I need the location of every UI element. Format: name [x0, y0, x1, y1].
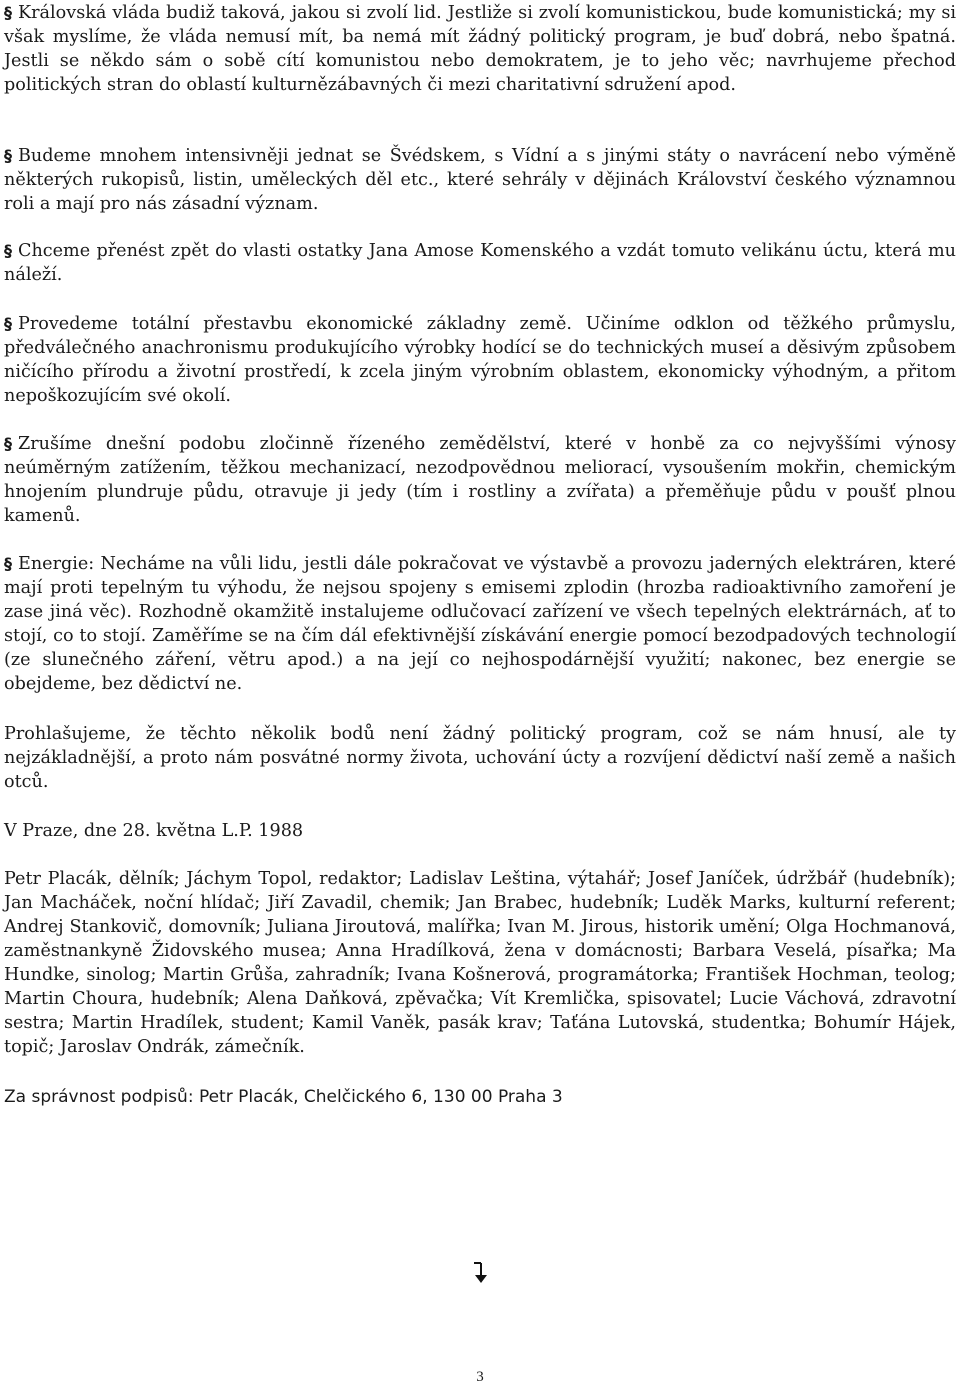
paragraph-text: Provedeme totální přestavbu ekonomické základny země. Učiníme odklon od těžkého průmyslu, předválečného anachronismu produkujícího výrobky hodící se do technických museí a děsivým způsobem ničícího přírodu a životní prostředí, k zcela jiným výrobním oblastem, ekonomicky výhodným, a přitom nepoškozujícím své okolí.: [4, 314, 956, 406]
down-arrow-icon: [471, 1262, 489, 1284]
paragraph-komensky-remains: [4, 239, 956, 287]
paragraph-declaration: Prohlašujeme, že těchto několik bodů není žádný politický program, což se nám hnusí, ale ty nejzákladnější, a proto nám posvátné normy života, uchování úcty a rozvíjení dědictví naší země a našich otců.: [4, 724, 956, 792]
paragraph-text: Královská vláda budiž taková, jakou si zvolí lid. Jestliže si zvolí komunistickou, bude komunistická; my si však myslíme, že vláda nemusí mít, ba nemá mít žádný politický program, je buď dobrá, nebo špatná. Jestli se někdo sám o sobě cítí komunistou nebo demokratem, je to jeho věc; navrhujeme přechod politických stran do oblastí kulturnězábavných či mezi charitativní sdružení apod.: [4, 3, 956, 95]
section-sign-icon: §: [4, 146, 12, 165]
paragraph-energy: [4, 552, 956, 696]
section-sign-icon: §: [4, 241, 12, 260]
section-sign-icon: §: [4, 554, 12, 573]
paragraph-economic-rebuild: [4, 312, 956, 408]
section-sign-icon: §: [4, 314, 12, 333]
section-sign-icon: §: [4, 3, 12, 22]
paragraph-royal-government: [4, 1, 956, 97]
paragraph-text: Chceme přenést zpět do vlasti ostatky Jana Amose Komenského a vzdát tomuto velikánu úctu, která mu náleží.: [4, 241, 956, 285]
paragraph-agriculture: [4, 432, 956, 528]
paragraph-text: Zrušíme dnešní podobu zločinně řízeného zemědělství, které v honbě za co nejvyššími výnosy neúměrným zatížením, těžkou mechanizací, nezodpovědnou meliorací, vysoušením mokřin, chemickým hnojením plundruje půdu, otravuje ji jedy (tím i rostliny a zvířata) a přeměňuje půdu v poušť plnou kamenů.: [4, 434, 956, 526]
paragraph-manuscripts-return: [4, 144, 956, 216]
signatories-list: Petr Placák, dělník; Jáchym Topol, redaktor; Ladislav Leština, výtahář; Josef Janíček, údržbář (hudebník); Jan Macháček, noční hlídač; Jiří Zavadil, chemik; Jan Brabec, hudebník; Luděk Marks, kulturní referent; Andrej Stankovič, domovník; Juliana Jiroutová, malířka; Ivan M. Jirous, historik umění; Olga Hochmanová, zaměstnankyně Židovského musea; Anna Hradílková, žena v domácnosti; Barbara Veselá, písařka; Ma Hundke, sinolog; Martin Grůša, zahradník; Ivana Košnerová, programátorka; František Hochman, teolog; Martin Choura, hudebník; Alena Daňková, zpěvačka; Vít Kremlička, spisovatel; Lucie Váchová, zdravotní sestra; Martin Hradílek, student; Kamil Vaněk, pasák krav; Taťána Lutovská, studentka; Bohumír Hájek, topič; Jaroslav Ondrák, zámečník.: [4, 869, 956, 1057]
section-sign-icon: §: [4, 434, 12, 453]
signature-verification-note: Za správnost podpisů: Petr Placák, Chelčického 6, 130 00 Praha 3: [4, 1087, 563, 1107]
date-place-line: V Praze, dne 28. května L.P. 1988: [4, 821, 304, 841]
paragraph-text: Budeme mnohem intensivněji jednat se Švédskem, s Vídní a s jinými státy o navrácení nebo výměně některých rukopisů, listin, uměleckých děl etc., které sehrály v dějinách Království českého významnou roli a mají pro nás zásadní význam.: [4, 146, 956, 214]
page-number: 3: [476, 1369, 484, 1385]
paragraph-text: Energie: Necháme na vůli lidu, jestli dále pokračovat ve výstavbě a provozu jaderných elektráren, které mají proti tepelným tu výhodu, že nejsou spojeny s emisemi zplodin (hrozba radioaktivního zamoření je zase jiná věc). Rozhodně okamžitě instalujeme odlučovací zařízení ve všech tepelných elektrárnách, ať to stojí, co to stojí. Zaměříme se na čím dál efektivnější získávání energie pomocí bezodpadových technologií (ze slunečného záření, větru apod.) a na její co nejhospodárnější využití; nakonec, bez energie se obejdeme, bez dědictví ne.: [4, 554, 956, 694]
